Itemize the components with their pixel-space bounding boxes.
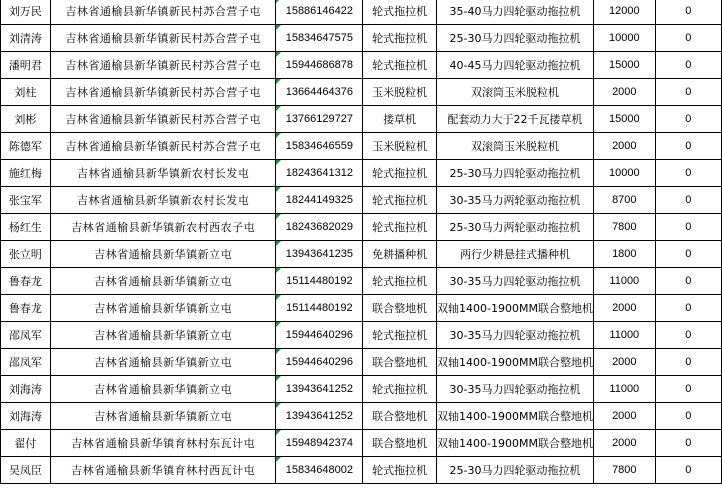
table-row [1, 160, 722, 187]
machine-model-cell: 配套动力大于22千瓦搂草机 [437, 106, 594, 133]
amount-cell: 2000 [593, 403, 655, 430]
phone-cell: 15834648002 [276, 457, 363, 484]
address-cell: 吉林省通榆县新华镇新立屯 [50, 376, 276, 403]
phone-cell: 15944686878 [276, 52, 363, 79]
machine-type-cell: 搂草机 [363, 106, 437, 133]
extra-cell: 0 [655, 0, 721, 25]
address-cell: 吉林省通榆县新华镇新民村苏合营子屯 [50, 133, 276, 160]
name-cell: 张宝军 [1, 187, 51, 214]
machine-type-cell: 玉米脱粒机 [363, 79, 437, 106]
machine-model-cell: 双滚筒玉米脱粒机 [437, 133, 594, 160]
machine-type-cell: 联合整地机 [363, 295, 437, 322]
name-cell: 刘柱 [1, 79, 51, 106]
table-row [1, 106, 722, 133]
machine-type-cell: 轮式拖拉机 [363, 187, 437, 214]
machine-model-cell: 双滚筒玉米脱粒机 [437, 79, 594, 106]
extra-cell: 0 [655, 457, 721, 484]
table-row [1, 79, 722, 106]
extra-cell: 0 [655, 214, 721, 241]
amount-cell: 10000 [593, 160, 655, 187]
extra-cell: 0 [655, 52, 721, 79]
machine-model-cell: 40-45马力四轮驱动拖拉机 [437, 52, 594, 79]
phone-cell: 13664464376 [276, 79, 363, 106]
phone-cell: 18244149325 [276, 187, 363, 214]
address-cell: 吉林省通榆县新华镇新立屯 [50, 295, 276, 322]
address-cell: 吉林省通榆县新华镇新立屯 [50, 349, 276, 376]
phone-cell: 13943641252 [276, 376, 363, 403]
machine-type-cell: 玉米脱粒机 [363, 133, 437, 160]
address-cell: 吉林省通榆县新华镇育林村西瓦计屯 [50, 457, 276, 484]
extra-cell: 0 [655, 403, 721, 430]
amount-cell: 7800 [593, 457, 655, 484]
machine-type-cell: 联合整地机 [363, 430, 437, 457]
amount-cell: 7800 [593, 214, 655, 241]
amount-cell: 2000 [593, 430, 655, 457]
extra-cell: 0 [655, 430, 721, 457]
machine-model-cell: 35-40马力四轮驱动拖拉机 [437, 0, 594, 25]
machine-type-cell: 免耕播种机 [363, 241, 437, 268]
address-cell: 吉林省通榆县新华镇新民村苏合营子屯 [50, 25, 276, 52]
phone-cell: 15834647575 [276, 25, 363, 52]
table-row [1, 268, 722, 295]
machine-model-cell: 25-30马力四轮驱动拖拉机 [437, 25, 594, 52]
name-cell: 刘海涛 [1, 376, 51, 403]
machine-type-cell: 轮式拖拉机 [363, 52, 437, 79]
extra-cell: 0 [655, 241, 721, 268]
table-row [1, 0, 722, 25]
address-cell: 吉林省通榆县新华镇新民村苏合营子屯 [50, 79, 276, 106]
phone-cell: 15114480192 [276, 268, 363, 295]
amount-cell: 11000 [593, 376, 655, 403]
table-row [1, 241, 722, 268]
name-cell: 陈德军 [1, 133, 51, 160]
machine-type-cell: 轮式拖拉机 [363, 322, 437, 349]
name-cell: 邵凤军 [1, 349, 51, 376]
phone-cell: 15834646559 [276, 133, 363, 160]
phone-cell: 13943641235 [276, 241, 363, 268]
machine-model-cell: 双轴1400-1900MM联合整地机 [437, 403, 594, 430]
table-row [1, 403, 722, 430]
machine-type-cell: 轮式拖拉机 [363, 25, 437, 52]
phone-cell: 15948942374 [276, 430, 363, 457]
extra-cell: 0 [655, 187, 721, 214]
machine-model-cell: 30-35马力两轮驱动拖拉机 [437, 187, 594, 214]
machine-type-cell: 轮式拖拉机 [363, 160, 437, 187]
address-cell: 吉林省通榆县新华镇新立屯 [50, 403, 276, 430]
table-row [1, 457, 722, 484]
phone-cell: 18243682029 [276, 214, 363, 241]
amount-cell: 10000 [593, 25, 655, 52]
address-cell: 吉林省通榆县新华镇新立屯 [50, 241, 276, 268]
amount-cell: 15000 [593, 106, 655, 133]
address-cell: 吉林省通榆县新华镇新立屯 [50, 268, 276, 295]
name-cell: 刘万民 [1, 0, 51, 25]
name-cell: 刘海涛 [1, 403, 51, 430]
address-cell: 吉林省通榆县新华镇新民村苏合营子屯 [50, 106, 276, 133]
table-row [1, 349, 722, 376]
extra-cell: 0 [655, 25, 721, 52]
amount-cell: 2000 [593, 133, 655, 160]
name-cell: 施红梅 [1, 160, 51, 187]
phone-cell: 15886146422 [276, 0, 363, 25]
machine-type-cell: 轮式拖拉机 [363, 376, 437, 403]
extra-cell: 0 [655, 295, 721, 322]
address-cell: 吉林省通榆县新华镇新民村苏合营子屯 [50, 0, 276, 25]
table-row [1, 214, 722, 241]
extra-cell: 0 [655, 160, 721, 187]
machine-model-cell: 30-35马力四轮驱动拖拉机 [437, 268, 594, 295]
phone-cell: 15114480192 [276, 295, 363, 322]
name-cell: 刘清涛 [1, 25, 51, 52]
address-cell: 吉林省通榆县新华镇育林村东瓦计屯 [50, 430, 276, 457]
name-cell: 潘明君 [1, 52, 51, 79]
name-cell: 鲁春龙 [1, 268, 51, 295]
machine-model-cell: 30-35马力四轮驱动拖拉机 [437, 376, 594, 403]
machine-model-cell: 25-30马力四轮驱动拖拉机 [437, 457, 594, 484]
name-cell: 张立明 [1, 241, 51, 268]
amount-cell: 1800 [593, 241, 655, 268]
machine-type-cell: 联合整地机 [363, 403, 437, 430]
machine-model-cell: 双轴1400-1900MM联合整地机 [437, 349, 594, 376]
extra-cell: 0 [655, 322, 721, 349]
name-cell: 杨红生 [1, 214, 51, 241]
machine-type-cell: 轮式拖拉机 [363, 0, 437, 25]
records-body [1, 0, 722, 484]
phone-cell: 13943641252 [276, 403, 363, 430]
table-row [1, 187, 722, 214]
extra-cell: 0 [655, 106, 721, 133]
extra-cell: 0 [655, 349, 721, 376]
table-row [1, 133, 722, 160]
name-cell: 吴凤臣 [1, 457, 51, 484]
machine-type-cell: 轮式拖拉机 [363, 268, 437, 295]
table-row [1, 295, 722, 322]
amount-cell: 12000 [593, 0, 655, 25]
table-row [1, 376, 722, 403]
amount-cell: 2000 [593, 349, 655, 376]
name-cell: 翟付 [1, 430, 51, 457]
table-row [1, 322, 722, 349]
amount-cell: 2000 [593, 79, 655, 106]
machine-model-cell: 30-35马力四轮驱动拖拉机 [437, 322, 594, 349]
phone-cell: 15944640296 [276, 349, 363, 376]
phone-cell: 15944640296 [276, 322, 363, 349]
machine-type-cell: 轮式拖拉机 [363, 457, 437, 484]
table-row [1, 52, 722, 79]
name-cell: 刘彬 [1, 106, 51, 133]
table-row [1, 25, 722, 52]
machine-model-cell: 双轴1400-1900MM联合整地机 [437, 430, 594, 457]
name-cell: 邵凤军 [1, 322, 51, 349]
name-cell: 鲁春龙 [1, 295, 51, 322]
amount-cell: 11000 [593, 322, 655, 349]
machine-model-cell: 两行少耕悬挂式播种机 [437, 241, 594, 268]
machine-model-cell: 25-30马力四轮驱动拖拉机 [437, 160, 594, 187]
machine-type-cell: 轮式拖拉机 [363, 214, 437, 241]
phone-cell: 18243641312 [276, 160, 363, 187]
machine-model-cell: 双轴1400-1900MM联合整地机 [437, 295, 594, 322]
table-row [1, 430, 722, 457]
amount-cell: 2000 [593, 295, 655, 322]
phone-cell: 13766129727 [276, 106, 363, 133]
extra-cell: 0 [655, 133, 721, 160]
extra-cell: 0 [655, 376, 721, 403]
address-cell: 吉林省通榆县新华镇新农村长发屯 [50, 160, 276, 187]
address-cell: 吉林省通榆县新华镇新农村西农子屯 [50, 214, 276, 241]
address-cell: 吉林省通榆县新华镇新民村苏合营子屯 [50, 52, 276, 79]
amount-cell: 8700 [593, 187, 655, 214]
extra-cell: 0 [655, 79, 721, 106]
amount-cell: 15000 [593, 52, 655, 79]
address-cell: 吉林省通榆县新华镇新农村长发屯 [50, 187, 276, 214]
amount-cell: 11000 [593, 268, 655, 295]
extra-cell: 0 [655, 268, 721, 295]
machine-type-cell: 联合整地机 [363, 349, 437, 376]
address-cell: 吉林省通榆县新华镇新立屯 [50, 322, 276, 349]
machine-model-cell: 25-30马力两轮驱动拖拉机 [437, 214, 594, 241]
